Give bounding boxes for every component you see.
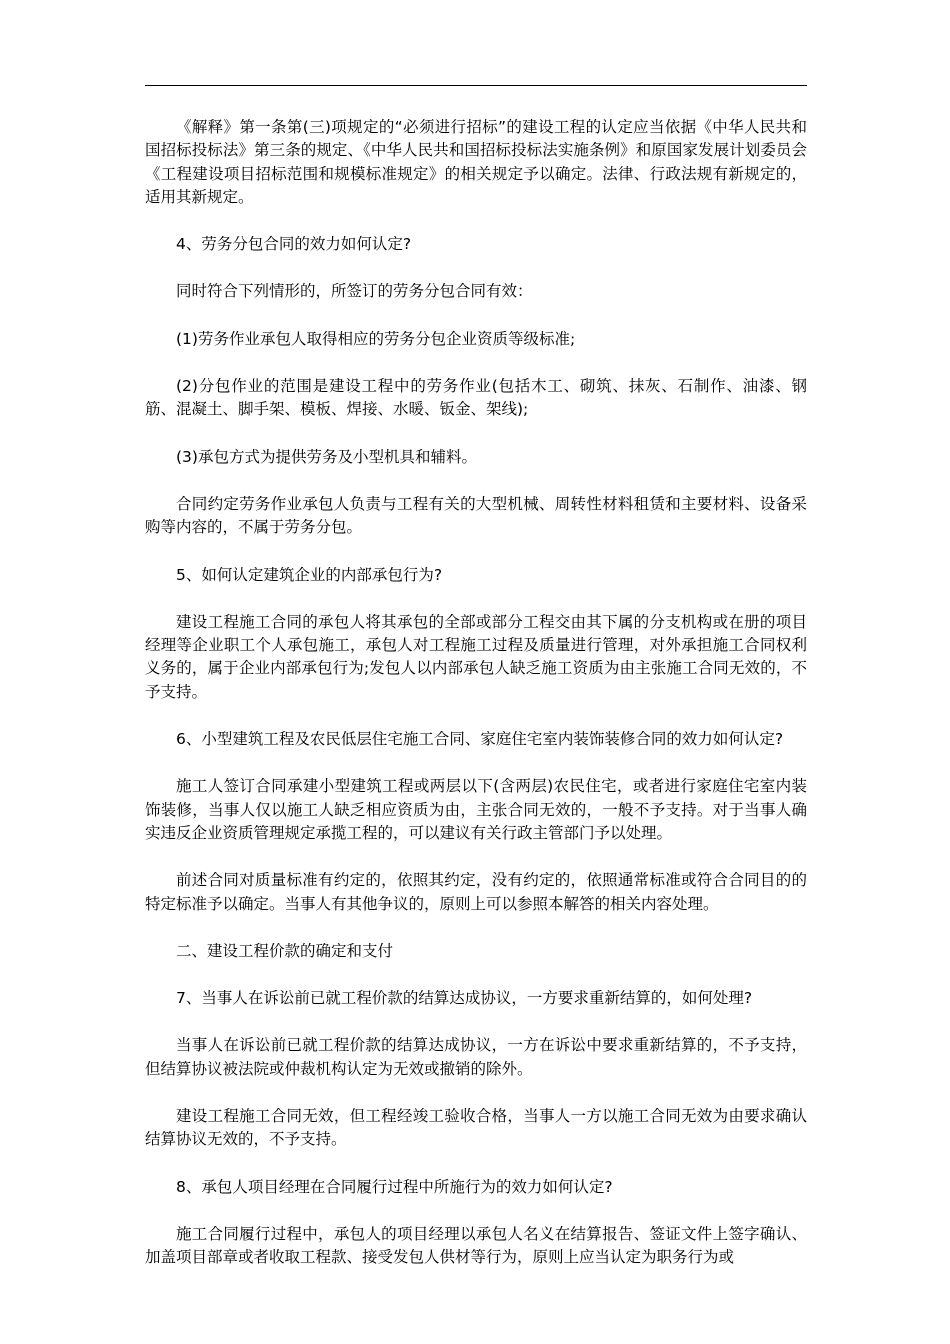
paragraph-interpretation-article-1: 《解释》第一条第(三)项规定的“必须进行招标”的建设工程的认定应当依据《中华人民共和国招标投标法》第三条的规定、《中华人民共和国招标投标法实施条例》和原国家发展计划委员会《工程建设项目招标范围和规模标准规定》的相关规定予以确定。法律、行政法规有新规定的，适用其新规定。 <box>145 118 807 206</box>
section-heading: 二、建设工程价款的确定和支付 <box>176 941 394 960</box>
paragraph: 施工合同履行过程中，承包人的项目经理以承包人名义在结算报告、签证文件上签字确认、加盖项目部章或者收取工程款、接受发包人供材等行为，原则上应当认定为职务行为或 <box>145 1224 807 1267</box>
question-7-heading: 7、当事人在诉讼前已就工程价款的结算达成协议，一方要求重新结算的，如何处理? <box>176 989 753 1008</box>
list-item: (1)劳务作业承包人取得相应的劳务分包企业资质等级标准; <box>176 329 576 348</box>
question-5-heading: 5、如何认定建筑企业的内部承包行为? <box>176 565 443 584</box>
paragraph: 合同约定劳务作业承包人负责与工程有关的大型机械、周转性材料租赁和主要材料、设备采购等内容的，不属于劳务分包。 <box>145 494 807 537</box>
paragraph: 建设工程施工合同无效，但工程经竣工验收合格，当事人一方以施工合同无效为由要求确认结算协议无效的，不予支持。 <box>145 1107 807 1149</box>
document-body <box>145 116 807 1294</box>
paragraph: 施工人签订合同承建小型建筑工程或两层以下(含两层)农民住宅，或者进行家庭住宅室内装饰装修，当事人仅以施工人缺乏相应资质为由，主张合同无效的，一般不予支持。对于当事人确实违反企业资质管理规定承揽工程的，可以建议有关行政主管部门予以处理。 <box>145 777 807 842</box>
question-8-heading: 8、承包人项目经理在合同履行过程中所施行为的效力如何认定? <box>176 1177 613 1196</box>
header-rule <box>145 85 807 86</box>
question-4-heading: 4、劳务分包合同的效力如何认定? <box>176 235 412 254</box>
paragraph: 当事人在诉讼前已就工程价款的结算达成协议，一方在诉讼中要求重新结算的，不予支持，但结算协议被法院或仲裁机构认定为无效或撤销的除外。 <box>145 1036 807 1078</box>
paragraph: 建设工程施工合同的承包人将其承包的全部或部分工程交由其下属的分支机构或在册的项目经理等企业职工个人承包施工，承包人对工程施工过程及质量进行管理，对外承担施工合同权利义务的，属于企业内部承包行为;发包人以内部承包人缺乏施工资质为由主张施工合同无效的，不予支持。 <box>145 612 807 701</box>
list-item: (2)分包作业的范围是建设工程中的劳务作业(包括木工、砌筑、抹灰、石制作、油漆、钢筋、混凝土、脚手架、模板、焊接、水暖、钣金、架线); <box>145 377 807 419</box>
paragraph: 同时符合下列情形的，所签订的劳务分包合同有效： <box>176 282 533 301</box>
question-6-heading: 6、小型建筑工程及农民低层住宅施工合同、家庭住宅室内装饰装修合同的效力如何认定? <box>176 730 784 749</box>
paragraph: 前述合同对质量标准有约定的，依照其约定，没有约定的，依照通常标准或符合合同目的的特定标准予以确定。当事人有其他争议的，原则上可以参照本解答的相关内容处理。 <box>145 871 807 913</box>
list-item: (3)承包方式为提供劳务及小型机具和辅料。 <box>176 447 477 466</box>
